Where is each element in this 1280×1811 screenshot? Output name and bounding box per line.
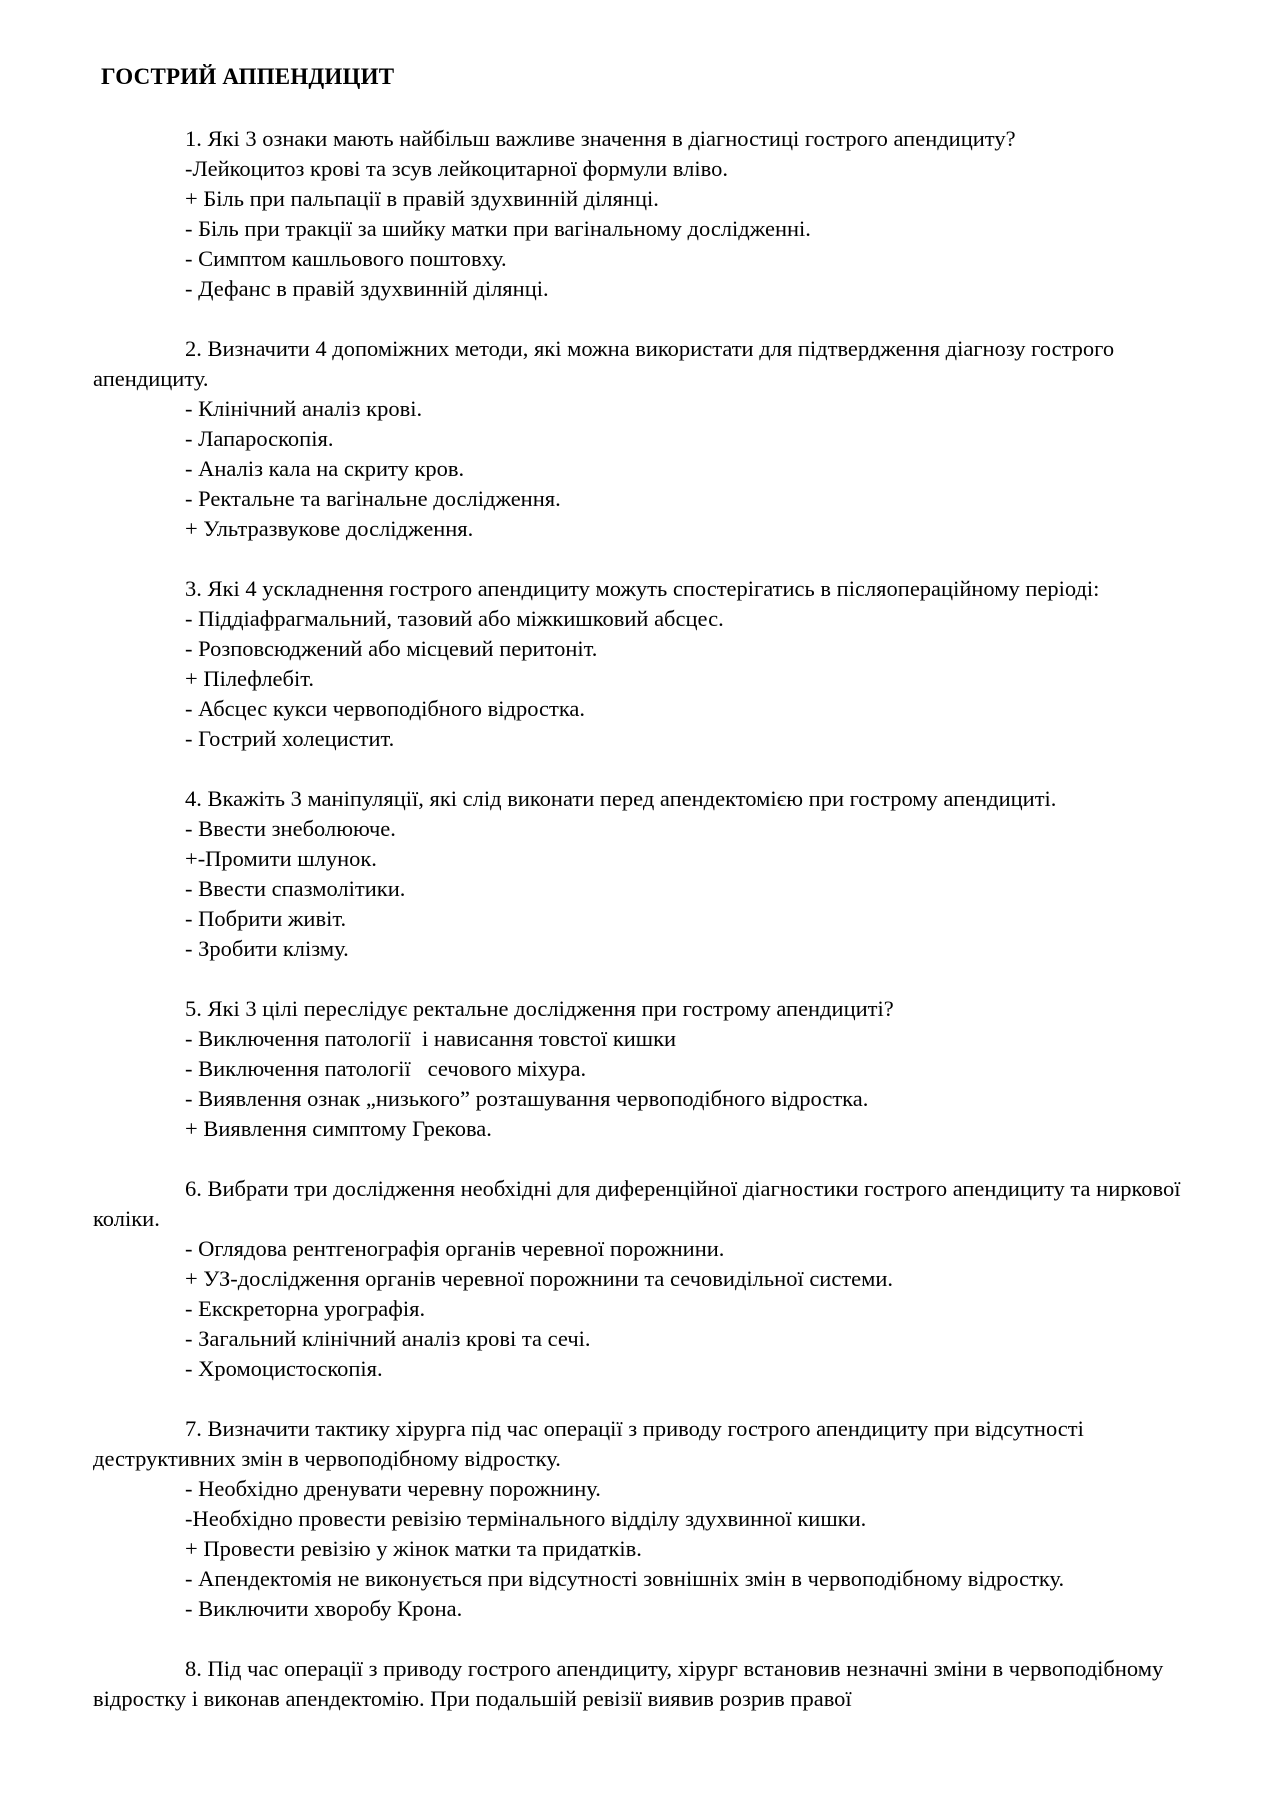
- answer-option: + Пілефлебіт.: [185, 666, 315, 691]
- answer-option: - Оглядова рентгенографія органів черевної порожнини.: [185, 1236, 725, 1261]
- answer-option: - Необхідно дренувати черевну порожнину.: [185, 1476, 601, 1501]
- question-8: [93, 1654, 1220, 1714]
- answer-option: - Симптом кашльового поштовху.: [185, 246, 507, 271]
- answer-option: + Виявлення симптому Грекова.: [185, 1116, 492, 1141]
- answer-option: -Лейкоцитоз крові та зсув лейкоцитарної формули вліво.: [185, 156, 728, 181]
- question-3: [93, 574, 1220, 754]
- answer-option: - Зробити клізму.: [185, 936, 349, 961]
- answer-option: - Виключити хворобу Крона.: [185, 1596, 463, 1621]
- answer-list: [93, 1474, 1220, 1624]
- document-title: ГОСТРИЙ АППЕНДИЦИТ: [101, 64, 395, 89]
- question-text: 8. Під час операції з приводу гострого апендициту, хірург встановив незначні зміни в червоподібному відростку і виконав апендектомію. При подальшій ревізії виявив розрив правої: [93, 1656, 1164, 1711]
- question-text: 3. Які 4 ускладнення гострого апендициту можуть спостерігатись в післяопераційному періоді:: [185, 576, 1100, 601]
- question-text: 6. Вибрати три дослідження необхідні для диференційної діагностики гострого апендициту та ниркової коліки.: [93, 1176, 1181, 1231]
- answer-option: - Ввести спазмолітики.: [185, 876, 406, 901]
- question-text: 7. Визначити тактику хірурга під час операції з приводу гострого апендициту при відсутності деструктивних змін в червоподібному відростку.: [93, 1416, 1084, 1471]
- question-4: [93, 784, 1220, 964]
- question-2: [93, 334, 1220, 544]
- answer-option: + Провести ревізію у жінок матки та придатків.: [185, 1536, 642, 1561]
- answer-option: - Ректальне та вагінальне дослідження.: [185, 486, 561, 511]
- answer-option: - Дефанс в правій здухвинній ділянці.: [185, 276, 549, 301]
- answer-option: - Гострий холецистит.: [185, 726, 395, 751]
- answer-list: [93, 814, 1220, 964]
- question-7: [93, 1414, 1220, 1624]
- answer-option: -Необхідно провести ревізію термінального відділу здухвинної кишки.: [185, 1506, 867, 1531]
- answer-option: - Розповсюджений або місцевий перитоніт.: [185, 636, 598, 661]
- answer-list: [93, 1234, 1220, 1384]
- answer-option: - Виявлення ознак „низького” розташування червоподібного відростка.: [185, 1086, 869, 1111]
- question-text: 5. Які 3 цілі переслідує ректальне дослідження при гострому апендициті?: [185, 996, 894, 1021]
- answer-option: - Біль при тракції за шийку матки при вагінальному дослідженні.: [185, 216, 811, 241]
- question-1: [93, 124, 1220, 304]
- answer-option: - Екскреторна урографія.: [185, 1296, 426, 1321]
- question-text: 1. Які 3 ознаки мають найбільш важливе значення в діагностиці гострого апендициту?: [185, 126, 1016, 151]
- answer-list: [93, 394, 1220, 544]
- answer-list: [93, 1024, 1220, 1144]
- answer-option: - Хромоцистоскопія.: [185, 1356, 383, 1381]
- answer-list: [93, 604, 1220, 754]
- question-6: [93, 1174, 1220, 1384]
- answer-list: [93, 154, 1220, 304]
- answer-option: - Виключення патології сечового міхура.: [185, 1056, 587, 1081]
- answer-option: - Виключення патології і нависання товстої кишки: [185, 1026, 677, 1051]
- answer-option: - Ввести знеболююче.: [185, 816, 396, 841]
- answer-option: - Апендектомія не виконується при відсутності зовнішніх змін в червоподібному відростку.: [185, 1566, 1065, 1591]
- answer-option: - Піддіафрагмальний, тазовий або міжкишковий абсцес.: [185, 606, 724, 631]
- answer-option: - Клінічний аналіз крові.: [185, 396, 423, 421]
- answer-option: + Ультразвукове дослідження.: [185, 516, 474, 541]
- question-text: 2. Визначити 4 допоміжних методи, які можна використати для підтвердження діагнозу гострого апендициту.: [93, 336, 1115, 391]
- answer-option: - Загальний клінічний аналіз крові та сечі.: [185, 1326, 591, 1351]
- question-text: 4. Вкажіть 3 маніпуляції, які слід виконати перед апендектомією при гострому апендициті.: [185, 786, 1057, 811]
- question-5: [93, 994, 1220, 1144]
- answer-option: - Побрити живіт.: [185, 906, 347, 931]
- answer-option: - Аналіз кала на скриту кров.: [185, 456, 465, 481]
- answer-option: +-Промити шлунок.: [185, 846, 377, 871]
- answer-option: + Біль при пальпації в правій здухвинній ділянці.: [185, 186, 659, 211]
- answer-option: + УЗ-дослідження органів черевної порожнини та сечовидільної системи.: [185, 1266, 894, 1291]
- answer-option: - Лапароскопія.: [185, 426, 334, 451]
- answer-option: - Абсцес кукси червоподібного відростка.: [185, 696, 586, 721]
